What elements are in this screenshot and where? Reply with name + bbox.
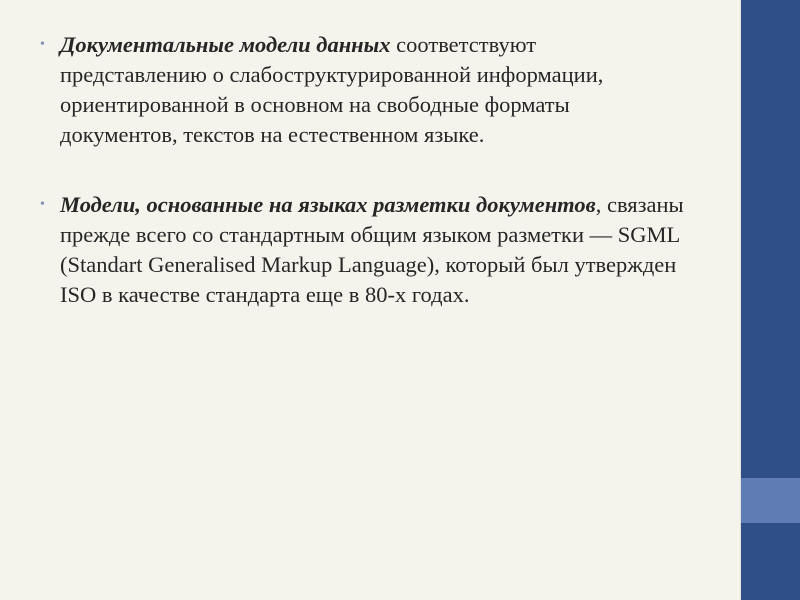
bullet-text: , связаны прежде всего со стандартным общим языком разметки — SGML (Standart Generalised Markup Language), который был утвержден ISO в качестве стандарта еще в 80-х годах.	[60, 192, 684, 307]
bullet-term: Документальные модели данных	[60, 32, 391, 57]
bullet-term: Модели, основанные на языках разметки документов	[60, 192, 596, 217]
bullet-item-markup-models	[38, 190, 710, 310]
bullet-item-document-models	[38, 30, 660, 150]
sidebar-accent-block	[741, 478, 800, 523]
decorative-sidebar	[741, 0, 800, 600]
bullet-list	[38, 30, 718, 350]
bullet-text: соответствуют представлению о слабоструктурированной информации, ориентированной в основном на свободные форматы документов, текстов на естественном языке.	[60, 32, 604, 147]
